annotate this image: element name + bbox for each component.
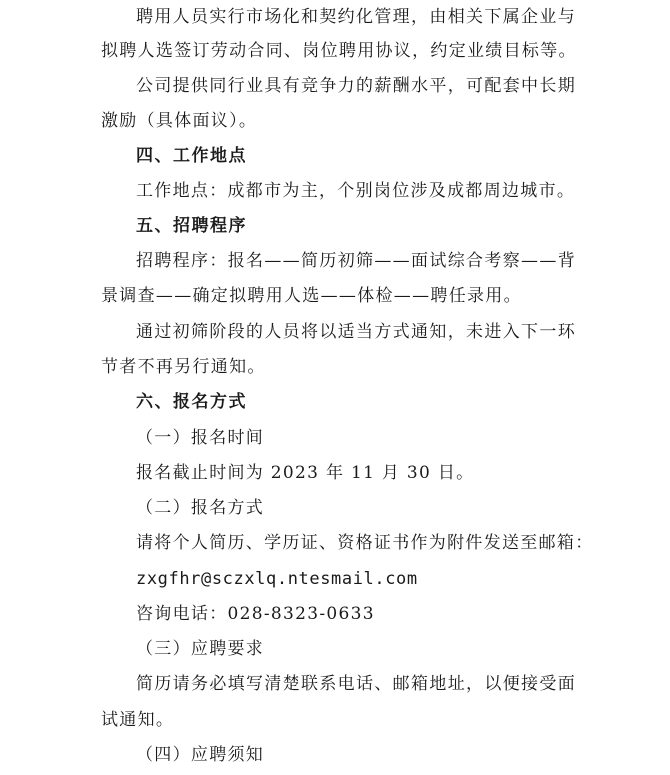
subheading-application-way: （二）报名方式 — [136, 498, 265, 518]
heading-work-location: 四、工作地点 — [136, 146, 247, 166]
paragraph-contract-line-1: 聘用人员实行市场化和契约化管理，由相关下属企业与 — [136, 7, 576, 27]
heading-application-method: 六、报名方式 — [136, 392, 247, 412]
paragraph-contract-line-2: 拟聘人选签订劳动合同、岗位聘用协议，约定业绩目标等。 — [101, 41, 577, 61]
subheading-application-time: （一）报名时间 — [136, 428, 265, 448]
paragraph-notice-line-1: 通过初筛阶段的人员将以适当方式通知，未进入下一环 — [136, 322, 576, 342]
paragraph-requirements-line-1: 简历请务必填写清楚联系电话、邮箱地址，以便接受面 — [136, 674, 576, 694]
subheading-requirements: （三）应聘要求 — [136, 639, 265, 659]
paragraph-process-line-2: 景调查——确定拟聘用人选——体检——聘任录用。 — [101, 286, 522, 306]
heading-recruitment-process: 五、招聘程序 — [136, 216, 247, 236]
paragraph-phone: 咨询电话：028-8323-0633 — [136, 604, 375, 624]
paragraph-requirements-line-2: 试通知。 — [101, 710, 175, 730]
paragraph-process-line-1: 招聘程序：报名——简历初筛——面试综合考察——背 — [136, 251, 576, 271]
paragraph-notice-line-2: 节者不再另行通知。 — [101, 357, 266, 377]
paragraph-salary-line-1: 公司提供同行业具有竞争力的薪酬水平，可配套中长期 — [136, 76, 576, 96]
paragraph-deadline: 报名截止时间为 2023 年 11 月 30 日。 — [136, 463, 475, 483]
paragraph-work-location: 工作地点：成都市为主，个别岗位涉及成都周边城市。 — [136, 181, 576, 201]
email-address: zxgfhr@sczxlq.ntesmail.com — [136, 569, 418, 589]
paragraph-salary-line-2: 激励（具体面议）。 — [101, 111, 258, 131]
subheading-notes: （四）应聘须知 — [136, 745, 265, 765]
paragraph-send-email: 请将个人简历、学历证、资格证书作为附件发送至邮箱： — [136, 533, 594, 553]
